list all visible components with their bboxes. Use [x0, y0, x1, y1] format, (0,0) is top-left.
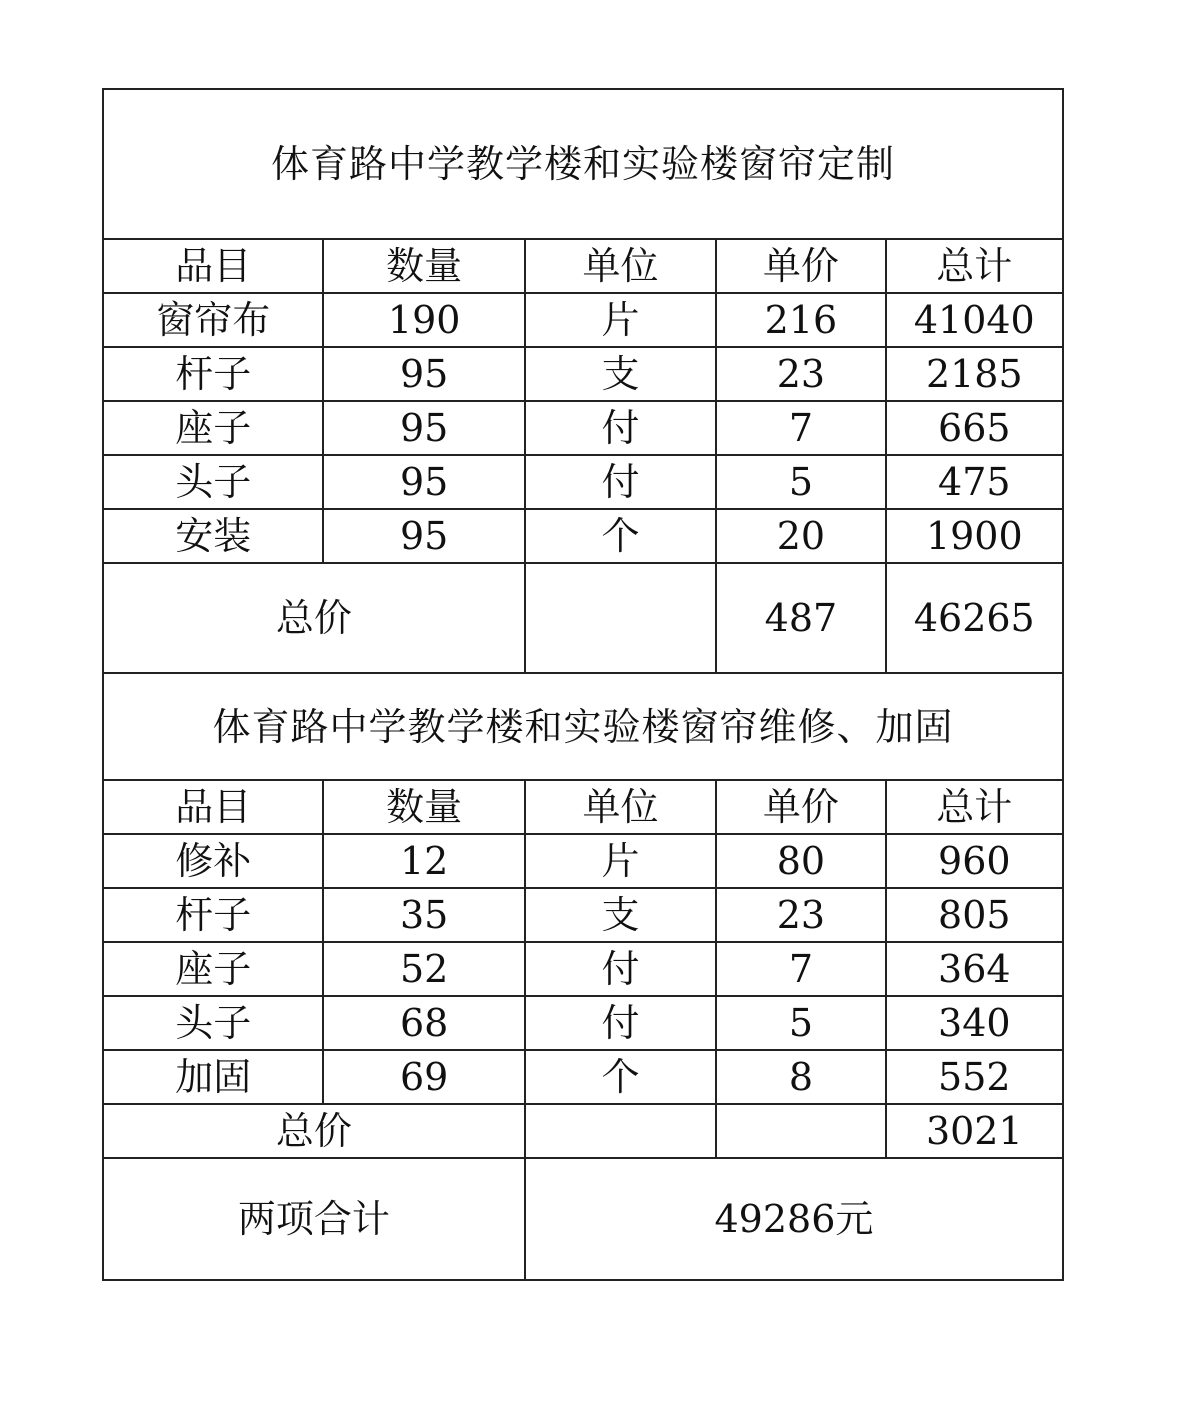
- item-cell: 修补: [103, 834, 323, 888]
- section1-total-unit-price: 487: [716, 563, 885, 673]
- total-cell: 340: [886, 996, 1063, 1050]
- unit-price-cell: 216: [716, 293, 885, 347]
- total-cell: 475: [886, 455, 1063, 509]
- section1-title: 体育路中学教学楼和实验楼窗帘定制: [103, 89, 1063, 239]
- unit-cell: 个: [525, 509, 716, 563]
- table-row: [103, 509, 1063, 563]
- unit-cell: 支: [525, 888, 716, 942]
- quantity-cell: 68: [323, 996, 524, 1050]
- item-cell: 头子: [103, 455, 323, 509]
- item-cell: 杆子: [103, 888, 323, 942]
- item-cell: 座子: [103, 942, 323, 996]
- quantity-cell: 95: [323, 455, 524, 509]
- section2-header-row: [103, 780, 1063, 834]
- section2-total-row: [103, 1104, 1063, 1158]
- total-cell: 552: [886, 1050, 1063, 1104]
- header-total: 总计: [886, 780, 1063, 834]
- unit-price-cell: 8: [716, 1050, 885, 1104]
- header-item: 品目: [103, 780, 323, 834]
- table-row: [103, 455, 1063, 509]
- quotation-table: [102, 88, 1064, 1281]
- section1-total-empty-cell: [525, 563, 716, 673]
- section1-total-amount: 46265: [886, 563, 1063, 673]
- section2-total-empty-cell: [525, 1104, 716, 1158]
- unit-price-cell: 7: [716, 942, 885, 996]
- unit-price-cell: 23: [716, 888, 885, 942]
- table-row: [103, 888, 1063, 942]
- quantity-cell: 190: [323, 293, 524, 347]
- item-cell: 安装: [103, 509, 323, 563]
- grand-total-value: 49286元: [525, 1158, 1063, 1280]
- table-row: [103, 347, 1063, 401]
- total-cell: 2185: [886, 347, 1063, 401]
- unit-cell: 片: [525, 293, 716, 347]
- table-row: [103, 293, 1063, 347]
- quantity-cell: 95: [323, 509, 524, 563]
- section1-total-label: 总价: [103, 563, 525, 673]
- header-unit-price: 单价: [716, 780, 885, 834]
- header-unit: 单位: [525, 780, 716, 834]
- section1-header-row: [103, 239, 1063, 293]
- table-row: [103, 996, 1063, 1050]
- item-cell: 加固: [103, 1050, 323, 1104]
- table-row: [103, 401, 1063, 455]
- section1-total-row: [103, 563, 1063, 673]
- total-cell: 960: [886, 834, 1063, 888]
- quantity-cell: 12: [323, 834, 524, 888]
- unit-cell: 付: [525, 401, 716, 455]
- total-cell: 805: [886, 888, 1063, 942]
- quantity-cell: 95: [323, 401, 524, 455]
- item-cell: 窗帘布: [103, 293, 323, 347]
- unit-price-cell: 5: [716, 996, 885, 1050]
- header-unit-price: 单价: [716, 239, 885, 293]
- section2-title: 体育路中学教学楼和实验楼窗帘维修、加固: [103, 673, 1063, 780]
- item-cell: 座子: [103, 401, 323, 455]
- section2-total-amount: 3021: [886, 1104, 1063, 1158]
- quantity-cell: 69: [323, 1050, 524, 1104]
- section2-title-row: [103, 673, 1063, 780]
- unit-cell: 付: [525, 455, 716, 509]
- unit-price-cell: 20: [716, 509, 885, 563]
- total-cell: 41040: [886, 293, 1063, 347]
- table-row: [103, 1050, 1063, 1104]
- unit-cell: 付: [525, 996, 716, 1050]
- section2-total-empty-cell: [716, 1104, 885, 1158]
- table-row: [103, 942, 1063, 996]
- unit-cell: 片: [525, 834, 716, 888]
- quantity-cell: 35: [323, 888, 524, 942]
- unit-cell: 付: [525, 942, 716, 996]
- header-quantity: 数量: [323, 239, 524, 293]
- total-cell: 665: [886, 401, 1063, 455]
- section1-title-row: [103, 89, 1063, 239]
- grand-total-row: [103, 1158, 1063, 1280]
- unit-cell: 支: [525, 347, 716, 401]
- item-cell: 头子: [103, 996, 323, 1050]
- quantity-cell: 52: [323, 942, 524, 996]
- header-item: 品目: [103, 239, 323, 293]
- item-cell: 杆子: [103, 347, 323, 401]
- unit-price-cell: 5: [716, 455, 885, 509]
- total-cell: 364: [886, 942, 1063, 996]
- grand-total-label: 两项合计: [103, 1158, 525, 1280]
- unit-price-cell: 7: [716, 401, 885, 455]
- table-row: [103, 834, 1063, 888]
- unit-cell: 个: [525, 1050, 716, 1104]
- header-quantity: 数量: [323, 780, 524, 834]
- section2-total-label: 总价: [103, 1104, 525, 1158]
- unit-price-cell: 23: [716, 347, 885, 401]
- total-cell: 1900: [886, 509, 1063, 563]
- unit-price-cell: 80: [716, 834, 885, 888]
- header-total: 总计: [886, 239, 1063, 293]
- quantity-cell: 95: [323, 347, 524, 401]
- header-unit: 单位: [525, 239, 716, 293]
